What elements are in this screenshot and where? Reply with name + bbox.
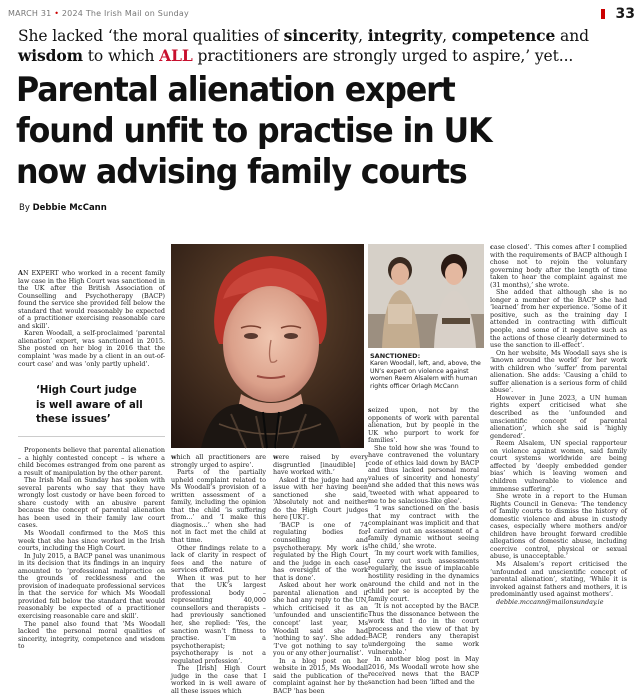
kicker-and: and: [555, 27, 589, 45]
kicker-comma2: ,: [442, 27, 452, 45]
paragraph: AN EXPERT who worked in a recent family law case in the High Court was sanctioned in the UK after the British Association of Counselling and Psychotherapy (BACP) found the service she provided fell below the standard that would reasonably be expected of a practitioner exercising reasonable care and skill’.: [18, 269, 165, 330]
article-column-5: [490, 244, 627, 606]
kicker-all: ALL: [159, 46, 193, 65]
kicker-part1: She lacked ‘the moral qualities of: [18, 27, 284, 45]
paragraph: In a blog post on her website in 2015, Ms Woodall said the publication of the complaint against her by the BACP ‘has been: [273, 656, 368, 695]
date-separator: •: [54, 9, 60, 18]
article-column-1-top: [18, 270, 165, 368]
paragraph: In July 2015, a BACP panel was unanimous in its decision that its findings in an inquiry amounted to ‘professional malpractice on the grounds of recklessness and the provision of inadequate professional services in that the service for which Ms Woodall provided fell below the standard that would reasonably be expected of a practitioner exercising reasonable care and skill’.: [18, 551, 165, 621]
paragraph: which all practitioners are strongly urged to aspire’.: [171, 453, 266, 469]
headline-line-1: Parental alienation expert: [16, 70, 455, 110]
caption-text: Karen Woodall, left, and, above, the UN’s expert on violence against women Reem Alsalem with human rights officer Orlagh McCann: [370, 360, 481, 390]
paragraph: ‘BACP is one of 74 regulating bodies for counselling and psychotherapy. My work is regulated by the High Court and the judge in each case has oversight of the work that is done’.: [273, 520, 368, 582]
paragraph: Ms Woodall confirmed to the MoS this week that she has since worked in the Irish courts, including the High Court.: [18, 529, 165, 553]
byline-author: Debbie McCann: [32, 203, 107, 213]
byline: [19, 203, 107, 213]
paragraph: The [Irish] High Court judge in the case that I worked in is well aware of all these issues which: [171, 664, 266, 695]
paragraph: Karen Woodall, a self-proclaimed ‘parental alienation’ expert, was sanctioned in 2015. She posted on her blog in 2016 that the complaint ‘was made by a client in an out-of-court case’ and was ‘only partly upheld’.: [18, 329, 165, 368]
paragraph: Proponents believe that parental alienation – a highly contested concept – is where a child becomes estranged from one parent as a result of manipulation by the other parent.: [18, 446, 165, 477]
paragraph: The Irish Mail on Sunday has spoken with several parents who say that they have wrongly lost custody or have been forced to share custody with an abusive parent because the concept of parental alienation has been used in their family law court cases.: [18, 476, 165, 530]
date-text: MARCH 31: [8, 9, 52, 18]
paragraph: She wrote in a report to the Human Rights Council in Geneva: ‘The tendency of family courts to dismiss the history of domestic violence and abuse in custody cases, especially where mothers and/or children have brought forward credible allegations of domestic abuse, including coercive control, physical or sexual abuse, is unacceptable.’: [490, 492, 627, 561]
kicker-integrity: integrity: [367, 26, 443, 45]
photo-karen-woodall: [171, 244, 364, 448]
paragraph: On her website, Ms Woodall says she is ‘known around the world’ for her work with children who ‘suffer’ from parental alienation. She adds: ‘Causing a child to suffer alienation is a serious form of child abuse’.: [490, 348, 627, 395]
article-column-4: [368, 407, 479, 686]
paragraph: In another blog post in May 2016, Ms Woodall wrote how she received news that the BACP sanction had been ‘lifted and the: [368, 655, 479, 686]
paragraph: She added that although she is no longer a member of the BACP she had ‘learned’ from her experience. ‘Some of it positive, such as the training day I attended in contracting with difficult people, and some of it negative such as the actions of those clearly determined to use the sanction to ill-effect’.: [490, 288, 627, 350]
paragraph: Other findings relate to a lack of clarity in respect of fees and the nature of services offered.: [171, 543, 266, 575]
portrait-illustration: [171, 244, 364, 448]
year-text: 2024: [61, 9, 84, 18]
page-number: 33: [615, 6, 635, 22]
photo-caption: [370, 353, 484, 390]
issue-date: [8, 9, 189, 18]
kicker-competence: competence: [451, 26, 556, 45]
paragraph: Ms Alsalem’s report criticised the ‘unfounded and unscientific concept of parental alienation’, stating, ‘While it is invoked against fathers and mothers, it is predominantly used against mothers’.: [490, 559, 627, 599]
paragraph: She told how she was ‘found to have contravened the voluntary code of ethics laid down by BACP and thus lacked personal moral values of sincerity and honesty’ and she added that this news was ‘tweeted with what appeared to me to be salacious-like glee’.: [368, 443, 479, 505]
article-column-3: [273, 454, 368, 696]
paragraph: case closed’. ‘This comes after I complied with the requirements of BACP although I chose not to rejoin the voluntary governing body after the length of time taken to hear the complaint against me (31 months),’ she wrote.: [490, 243, 627, 289]
byline-prefix: By: [19, 203, 33, 213]
paragraph: Reem Alsalem, UN special rapporteur on violence against women, said family court systems worldwide are being affected by ‘deeply embedded gender bias’ which is leaving women and children vulnerable to violence and immense suffering’.: [490, 439, 627, 493]
kicker-sincerity: sincerity: [283, 26, 359, 45]
article-column-1-bottom: [18, 447, 165, 651]
kicker-wisdom: wisdom: [18, 46, 83, 65]
paragraph: When it was put to her that the UK’s largest professional body – representing 40,000 counsellors and therapists – had previously sanctioned her, she replied: ‘Yes, the sanction wasn’t fitness to practise. I’m a psychotherapist; psychotherapy is not a regulated profession’.: [171, 573, 266, 665]
paragraph: ‘It is not accepted by the BACP. Thus the dissonance between the work that I do in the court process and the view of that by BACP, renders any therapist undergoing the same work vulnerable.’: [368, 602, 479, 656]
paragraph: The panel also found that ‘Ms Woodall lacked the personal moral qualities of sincerity, integrity, competence and wisdom to: [18, 619, 165, 651]
paragraph: Asked if the judge had any issue with her having been sanctioned she said, ‘Absolutely not and neither do the High Court judges here [UK]’.: [273, 475, 368, 522]
paragraph: were raised by every disgruntled [inaudible] I have worked with.’: [273, 453, 368, 477]
paragraph: ‘I was sanctioned on the basis that my contract with the complainant was implicit and that I carried out an assessment of a family dynamic without seeing the child,’ she wrote.: [368, 504, 479, 550]
headline-line-2: found unfit to practise in UK: [16, 111, 492, 151]
two-women-illustration: [368, 244, 484, 348]
kicker-part3: practitioners are strongly urged to aspire,’ yet...: [192, 47, 574, 65]
publication-name: The Irish Mail on Sunday: [85, 9, 189, 18]
paragraph: seized upon, not by the opponents of work with parental alienation, but by people in the UK who purport to work for families’.: [368, 406, 479, 445]
article-column-2: [171, 454, 266, 696]
paragraph: Asked about her work on parental alienation and if she had any reply to the UN, which criticised it as an ‘unfounded and unscientific concept’ last year, Ms Woodall said she had ‘nothing to say’. She added: ‘I’ve got nothing to say to you or any other journalist’.: [273, 581, 368, 658]
headline: [16, 70, 589, 193]
photo-reem-alsalem: [368, 244, 484, 348]
paragraph: However in June 2023, a UN human rights expert criticised what she described as the ‘unfounded and unscientific concept of parental alienation’, which she said is ‘highly gendered’.: [490, 393, 627, 440]
masthead: [8, 6, 635, 22]
paragraph: ‘In my court work with families, I carry out such assessments regularly, the issue of implacable hostility residing in the dynamics around the child and not in the child per se is accepted by the family court.: [368, 549, 479, 603]
caption-lead: SANCTIONED:: [370, 352, 421, 360]
kicker-part2: to which: [82, 47, 160, 65]
paragraph: Parts of the partially upheld complaint related to Ms Woodall’s provision of a written assessment of a family, including the opinion that the child ‘is suffering from...’ and ‘I make this diagnosis...’ when she had not in fact met the child at that time.: [171, 468, 266, 545]
pull-quote-rule: [18, 436, 165, 437]
kicker: [18, 26, 630, 66]
pull-quote: ‘High Court judge is well aware of all these issues’: [36, 383, 143, 425]
kicker-comma1: ,: [358, 27, 368, 45]
headline-line-3: now advising family courts: [16, 152, 467, 192]
page-number-bar: [601, 9, 605, 19]
author-email[interactable]: debbie.mccann@mailonsunday.ie: [496, 597, 604, 606]
